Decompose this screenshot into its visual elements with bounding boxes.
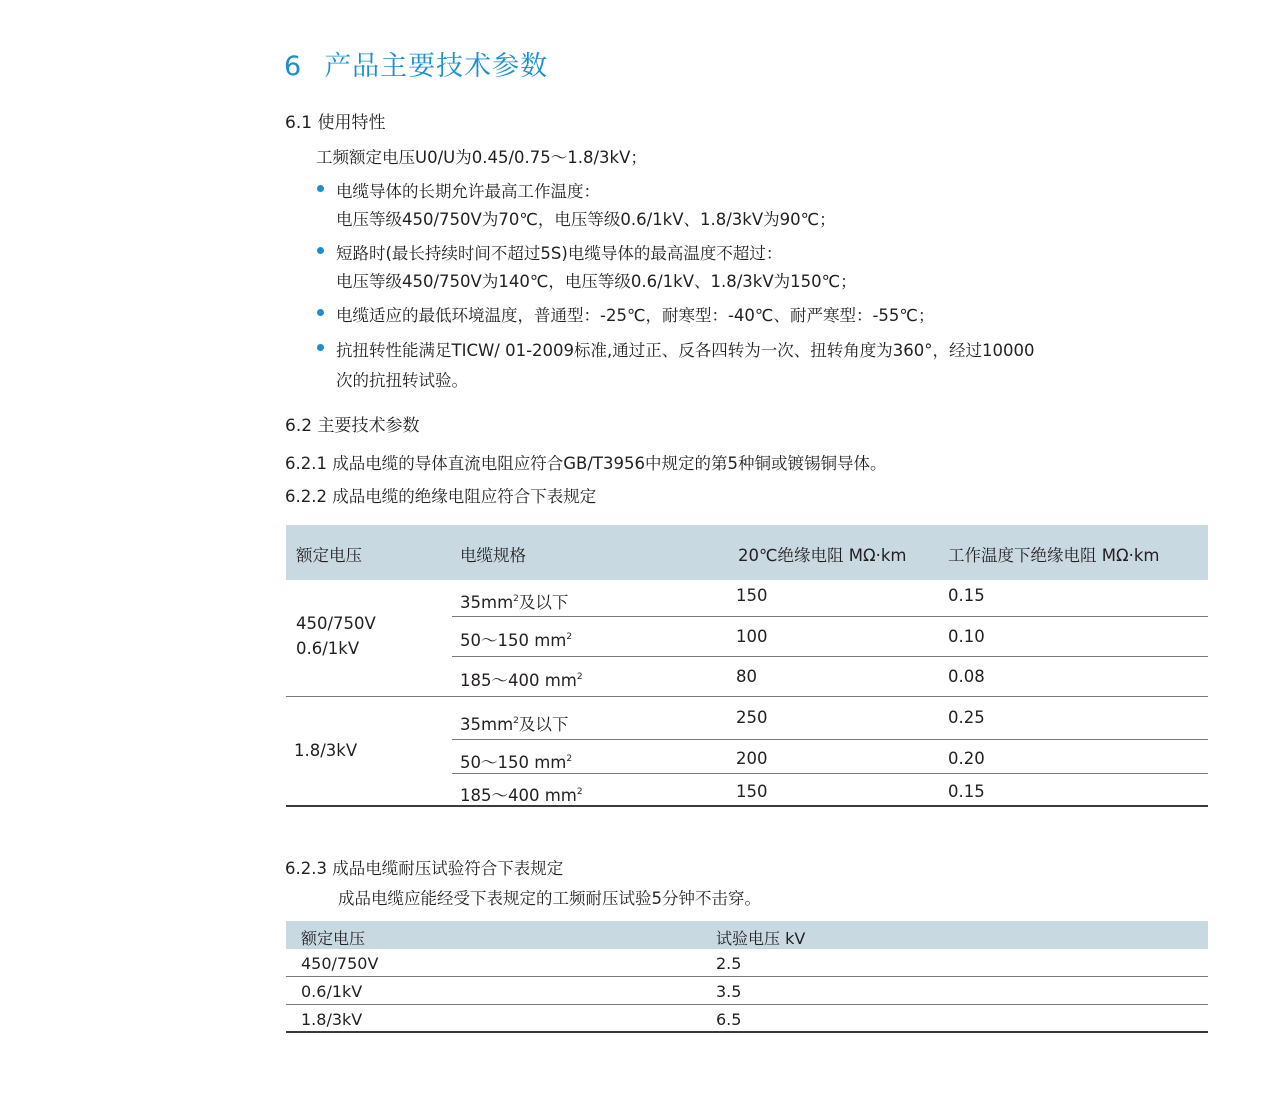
table-cell-rwork: 0.08 (948, 667, 985, 686)
table-cell-r20: 150 (736, 586, 768, 605)
table-cell-r20: 200 (736, 749, 768, 768)
table-cell-voltage: 0.6/1kV (301, 982, 363, 1001)
frequency-voltage-text: 工频额定电压U0/U为0.45/0.75～1.8/3kV； (316, 148, 647, 167)
group-voltage-line-1: 1.8/3kV (294, 741, 358, 760)
bullet-icon (317, 247, 324, 254)
table-cell-test: 2.5 (716, 954, 742, 973)
subsection-title-6-2: 6.2 主要技术参数 (285, 416, 420, 436)
bullet-1-line-2: 电压等级450/750V为70℃，电压等级0.6/1kV、1.8/3kV为90℃； (336, 210, 836, 229)
header-rated-voltage: 额定电压 (296, 546, 362, 565)
row-divider (452, 656, 1208, 657)
row-divider (452, 773, 1208, 774)
section-number: 6 (284, 51, 303, 82)
paragraph-6-2-1: 6.2.1 成品电缆的导体直流电阻应符合GB/T3956中规定的第5种铜或镀锡铜导体。 (285, 454, 887, 473)
table-cell-spec: 185～400 $mm^2$ (460, 671, 583, 690)
table-bottom-rule (286, 805, 1208, 807)
table-header-row (286, 525, 1208, 580)
table-cell-r20: 150 (736, 782, 768, 801)
header-cable-spec: 电缆规格 (460, 546, 526, 565)
table-cell-spec: 50～150 $mm^2$ (460, 631, 573, 650)
header-resistance-20c: 20℃绝缘电阻 MΩ·km (738, 546, 907, 565)
table-cell-test: 3.5 (716, 982, 742, 1001)
row-divider (286, 976, 1208, 977)
header-resistance-working-temp: 工作温度下绝缘电阻 MΩ·km (948, 546, 1160, 565)
voltage-test-description: 成品电缆应能经受下表规定的工频耐压试验5分钟不击穿。 (338, 889, 761, 908)
bullet-4-line-2: 次的抗扭转试验。 (336, 371, 468, 390)
table-cell-spec: 50～150 $mm^2$ (460, 753, 573, 772)
table-cell-rwork: 0.10 (948, 627, 985, 646)
table-cell-spec: $35mm^2$及以下 (460, 593, 569, 612)
page-title (284, 44, 548, 83)
table-cell-r20: 250 (736, 708, 768, 727)
table-header-row (286, 921, 1208, 949)
row-divider (452, 739, 1208, 740)
table-cell-spec: $35mm^2$及以下 (460, 715, 569, 734)
table-cell-r20: 100 (736, 627, 768, 646)
table-cell-rwork: 0.25 (948, 708, 985, 727)
voltage-test-table (286, 921, 1208, 1033)
bullet-2-line-2: 电压等级450/750V为140℃，电压等级0.6/1kV、1.8/3kV为150℃； (336, 272, 857, 291)
table-cell-r20: 80 (736, 667, 757, 686)
section-title: 产品主要技术参数 (324, 51, 549, 82)
bullet-4-line-1: 抗扭转性能满足TICW/ 01-2009标准,通过正、反各四转为一次、扭转角度为360°，经过10000 (336, 341, 1035, 360)
bullet-icon (317, 344, 324, 351)
bullet-1-line-1: 电缆导体的长期允许最高工作温度： (336, 182, 600, 201)
header-test-voltage: 试验电压 kV (716, 929, 806, 948)
group-voltage-line-2: 0.6/1kV (296, 639, 360, 658)
table-cell-voltage: 1.8/3kV (301, 1010, 363, 1029)
table-cell-rwork: 0.15 (948, 586, 985, 605)
group-divider (286, 696, 1208, 697)
table-bottom-rule (286, 1031, 1208, 1033)
bullet-icon (317, 185, 324, 192)
group-voltage-line-1: 450/750V (296, 614, 376, 633)
paragraph-6-2-2: 6.2.2 成品电缆的绝缘电阻应符合下表规定 (285, 487, 597, 506)
bullet-3-line-1: 电缆适应的最低环境温度，普通型：-25℃，耐寒型：-40℃、耐严寒型：-55℃； (336, 306, 935, 325)
row-divider (452, 616, 1208, 617)
insulation-resistance-table (286, 525, 1208, 807)
bullet-icon (317, 309, 324, 316)
table-cell-test: 6.5 (716, 1010, 742, 1029)
table-cell-rwork: 0.20 (948, 749, 985, 768)
row-divider (286, 1004, 1208, 1005)
subsection-title-6-1: 6.1 使用特性 (285, 113, 386, 133)
header-rated-voltage: 额定电压 (301, 929, 366, 948)
table-cell-spec: 185～400 $mm^2$ (460, 786, 583, 805)
bullet-2-line-1: 短路时(最长持续时间不超过5S)电缆导体的最高温度不超过： (336, 244, 783, 263)
table-cell-voltage: 450/750V (301, 954, 379, 973)
table-cell-rwork: 0.15 (948, 782, 985, 801)
paragraph-6-2-3: 6.2.3 成品电缆耐压试验符合下表规定 (285, 859, 564, 878)
